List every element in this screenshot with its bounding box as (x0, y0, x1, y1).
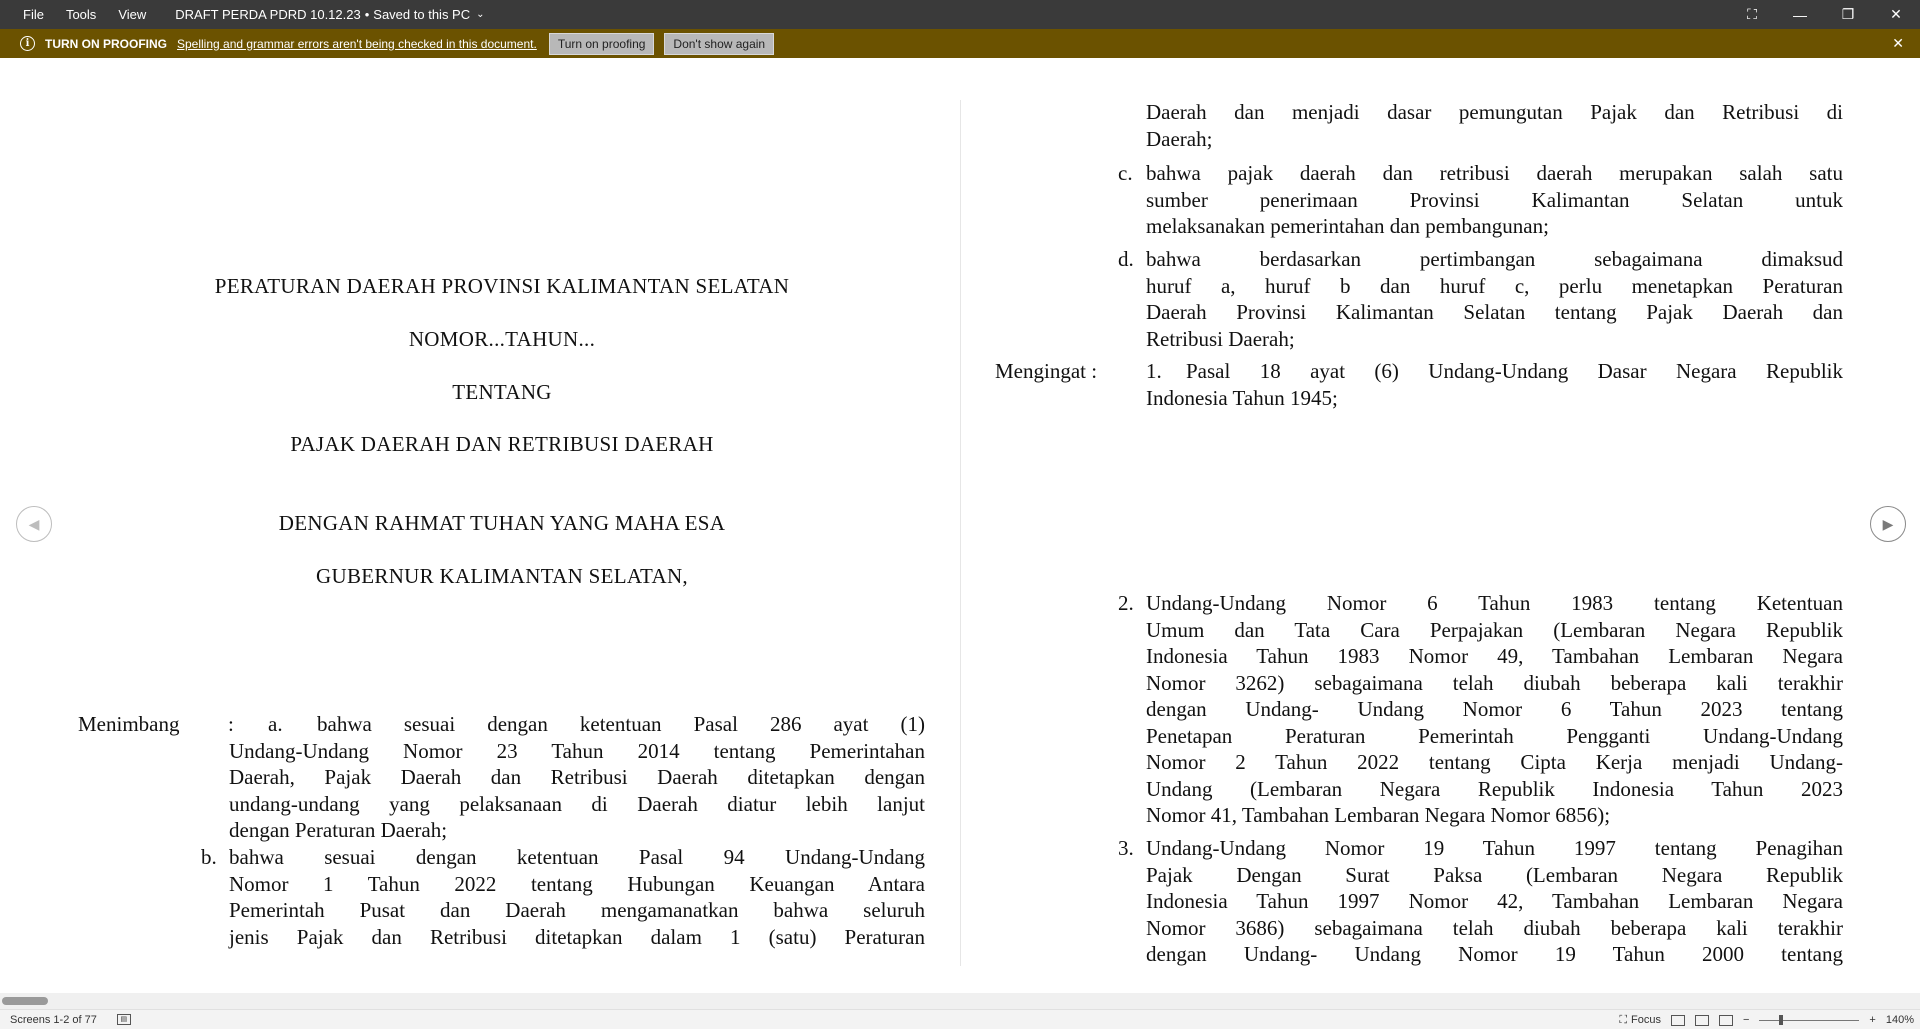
text-line: Undang-Undang Nomor 19 Tahun 1997 tentang Penagihan (1146, 836, 1843, 860)
text-line: Pajak Dengan Surat Paksa (Lembaran Negara Republik (1146, 862, 1843, 887)
text-line: bahwa sesuai dengan ketentuan Pasal 94 Undang-Undang (229, 845, 925, 869)
dont-show-again-button[interactable]: Don't show again (664, 33, 774, 55)
text-line: bahwa pajak daerah dan retribusi daerah merupakan salah satu (1146, 161, 1843, 185)
text-line: Undang-Undang Nomor 6 Tahun 1983 tentang Ketentuan (1146, 591, 1843, 615)
document-title[interactable] (175, 0, 484, 29)
doc-gubernur: GUBERNUR KALIMANTAN SELATAN, (316, 564, 688, 588)
restore-icon[interactable]: ❐ (1841, 6, 1855, 22)
text-predictions-icon[interactable]: ▤ (117, 1014, 131, 1025)
item-2-body (1146, 590, 1843, 829)
text-line: dengan Peraturan Daerah; (229, 818, 448, 842)
document-name: DRAFT PERDA PDRD 10.12.23 (175, 7, 361, 22)
document-area (0, 58, 1920, 993)
save-status: Saved to this PC (373, 7, 471, 22)
turn-on-proofing-button[interactable]: Turn on proofing (549, 33, 655, 55)
item-2-marker: 2. (1118, 591, 1134, 615)
item-b-marker: b. (201, 845, 217, 869)
menimbang-colon: : (228, 712, 234, 736)
text-line: melaksanakan pemerintahan dan pembangunan; (1146, 214, 1549, 238)
text-line: Daerah dan menjadi dasar pemungutan Pajak dan Retribusi di (1146, 100, 1843, 124)
menimbang-label: Menimbang (78, 712, 180, 736)
title-separator: • (364, 7, 370, 22)
close-proofing-icon[interactable]: ✕ (1892, 35, 1904, 51)
text-line: Daerah, Pajak Daerah dan Retribusi Daerah ditetapkan dengan (229, 765, 925, 789)
doc-rahmat: DENGAN RAHMAT TUHAN YANG MAHA ESA (278, 511, 726, 535)
print-layout-icon[interactable] (1695, 1015, 1709, 1026)
text-line: Nomor 2 Tahun 2022 tentang Cipta Kerja menjadi Undang- (1146, 750, 1843, 774)
item-1-body (1146, 385, 1843, 412)
left-page (0, 58, 960, 993)
item-a-first-line (317, 711, 925, 738)
text-line: Pasal 18 ayat (6) Undang-Undang Dasar Negara Republik (1186, 359, 1843, 383)
text-line: Nomor 3262) sebagaimana telah diubah beberapa kali terakhir (1146, 670, 1843, 695)
item-b-body (229, 844, 925, 950)
item-3-body (1146, 835, 1843, 968)
text-line: Daerah; (1146, 126, 1213, 151)
zoom-in-icon[interactable]: + (1869, 1014, 1876, 1026)
zoom-slider[interactable] (1759, 1020, 1859, 1021)
text-line: Undang-Undang Nomor 23 Tahun 2014 tentang Pemerintahan (229, 738, 925, 763)
proofing-bar (0, 29, 1920, 58)
text-line: bahwa sesuai dengan ketentuan Pasal 286 ayat (1) (317, 712, 925, 736)
text-line: Nomor 41, Tambahan Lembaran Negara Nomor 6856); (1146, 803, 1611, 827)
zoom-level[interactable]: 140% (1885, 1014, 1914, 1026)
doc-heading: PERATURAN DAERAH PROVINSI KALIMANTAN SELATAN (214, 274, 790, 298)
zoom-out-icon[interactable]: − (1742, 1014, 1750, 1026)
item-1-first-line (1186, 358, 1843, 385)
text-line: bahwa berdasarkan pertimbangan sebagaimana dimaksud (1146, 247, 1843, 271)
text-line: dengan Undang- Undang Nomor 6 Tahun 2023 tentang (1146, 697, 1843, 721)
web-layout-icon[interactable] (1719, 1015, 1733, 1026)
mengingat-label: Mengingat : (995, 359, 1098, 383)
chevron-left-icon[interactable]: ◀ (16, 506, 52, 542)
doc-tentang: TENTANG (452, 380, 552, 404)
fullscreen-icon[interactable]: ⛶ (1747, 6, 1757, 22)
text-line: Indonesia Tahun 1945; (1146, 385, 1338, 410)
text-line: sumber penerimaan Provinsi Kalimantan Selatan untuk (1146, 187, 1843, 212)
text-line: Umum dan Tata Cara Perpajakan (Lembaran Negara Republik (1146, 617, 1843, 642)
doc-subject: PAJAK DAERAH DAN RETRIBUSI DAERAH (290, 432, 714, 456)
item-d-body (1146, 246, 1843, 352)
item-b-continued (1146, 99, 1843, 152)
right-page (961, 58, 1920, 993)
menu-view[interactable]: View (118, 7, 147, 22)
text-line: huruf a, huruf b dan huruf c, perlu menetapkan Peraturan (1146, 273, 1843, 298)
item-a-marker: a. (268, 712, 283, 736)
item-d-marker: d. (1118, 247, 1134, 271)
window-controls (1728, 0, 1920, 29)
focus-label: Focus (1631, 1014, 1661, 1026)
text-line: Indonesia Tahun 1983 Nomor 49, Tambahan Lembaran Negara (1146, 644, 1843, 668)
item-c-marker: c. (1118, 161, 1133, 185)
menu-file[interactable]: File (23, 7, 44, 22)
minimize-icon[interactable]: — (1793, 6, 1807, 23)
title-bar (0, 0, 1920, 29)
status-bar (0, 1009, 1920, 1029)
text-line: Nomor 3686) sebagaimana telah diubah beberapa kali terakhir (1146, 915, 1843, 940)
item-a-body (229, 738, 925, 844)
proofing-title: TURN ON PROOFING (45, 36, 167, 51)
chevron-down-icon[interactable]: ⌄ (476, 9, 485, 20)
text-line: Daerah Provinsi Kalimantan Selatan tentang Pajak Daerah dan (1146, 300, 1843, 324)
proofing-message-link[interactable]: Spelling and grammar errors aren't being checked in this document. (177, 36, 537, 51)
horizontal-scrollbar[interactable] (0, 993, 1920, 1009)
item-3-marker: 3. (1118, 836, 1134, 860)
status-right-controls (1619, 1010, 1914, 1030)
focus-button[interactable] (1619, 1014, 1661, 1027)
text-line: Undang (Lembaran Negara Republik Indonesia Tahun 2023 (1146, 776, 1843, 801)
text-line: Retribusi Daerah; (1146, 326, 1295, 351)
text-line: undang-undang yang pelaksanaan di Daerah diatur lebih lanjut (229, 791, 925, 816)
text-line: Indonesia Tahun 1997 Nomor 42, Tambahan Lembaran Negara (1146, 889, 1843, 913)
text-line: dengan Undang- Undang Nomor 19 Tahun 2000 tentang (1146, 942, 1843, 966)
text-line: Pemerintah Pusat dan Daerah mengamanatkan bahwa seluruh (229, 898, 925, 922)
text-line: jenis Pajak dan Retribusi ditetapkan dalam 1 (satu) Peraturan (229, 924, 925, 949)
item-1-marker: 1. (1146, 359, 1162, 383)
text-line: Nomor 1 Tahun 2022 tentang Hubungan Keuangan Antara (229, 871, 925, 896)
close-window-icon[interactable]: ✕ (1890, 6, 1902, 22)
menu-tools[interactable]: Tools (65, 7, 97, 22)
zoom-slider-knob[interactable] (1779, 1015, 1783, 1025)
item-c-body (1146, 160, 1843, 240)
info-icon: i (20, 36, 35, 51)
screen-count: Screens 1-2 of 77 (10, 1013, 97, 1026)
scrollbar-thumb[interactable] (2, 997, 48, 1005)
doc-number: NOMOR...TAHUN... (408, 327, 596, 351)
chevron-right-icon[interactable]: ▶ (1870, 506, 1906, 542)
text-line: Penetapan Peraturan Pemerintah Pengganti Undang-Undang (1146, 723, 1843, 748)
focus-icon: ⛶ (1619, 1013, 1628, 1026)
read-mode-icon[interactable] (1671, 1015, 1685, 1026)
